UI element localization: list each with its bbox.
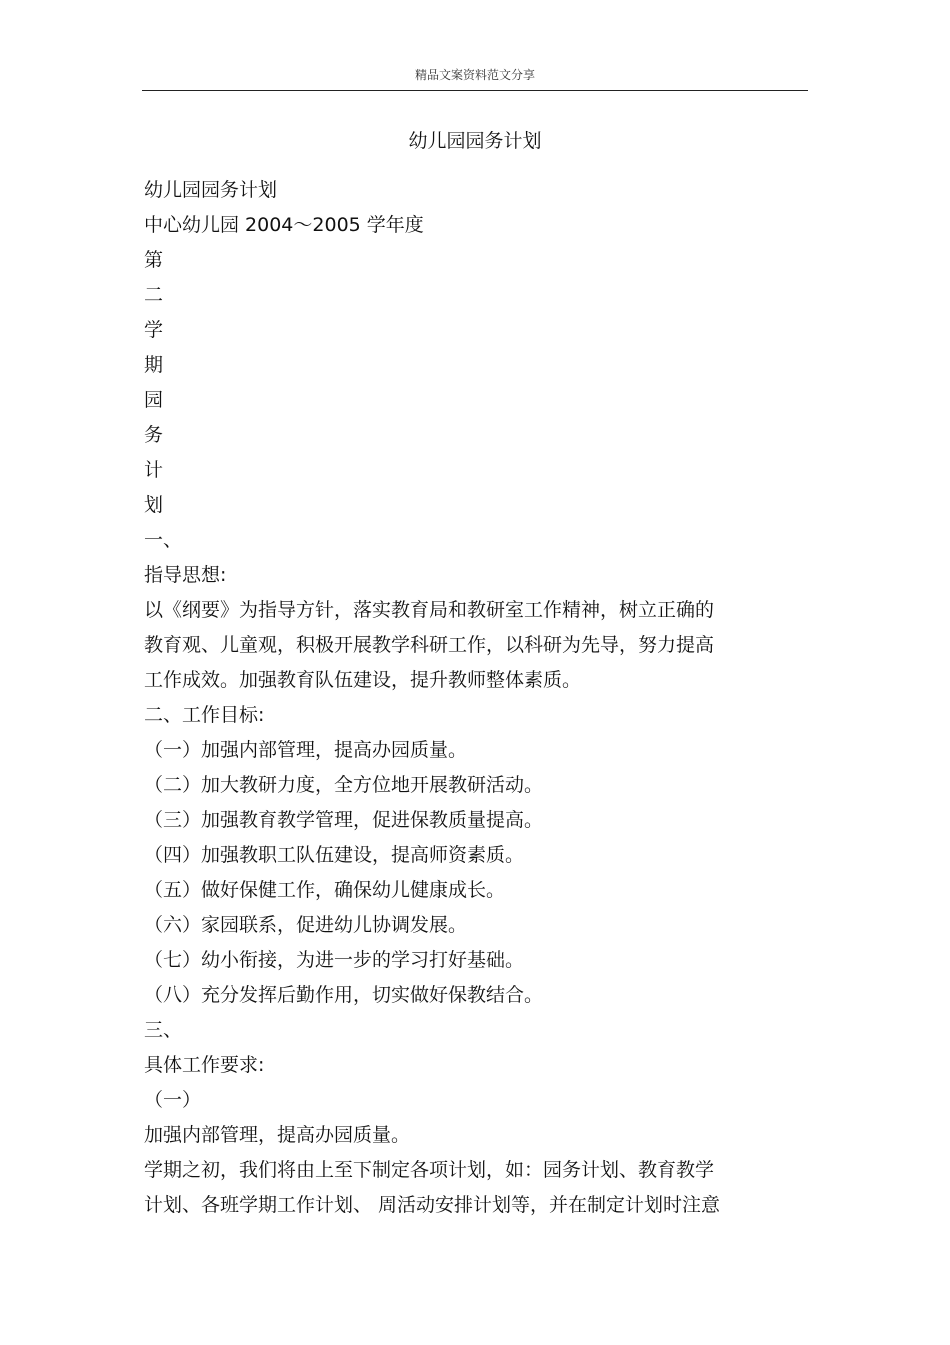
body-line: 期 <box>144 354 164 376</box>
body-line: 学 <box>144 319 164 341</box>
document-body <box>144 173 794 1223</box>
paragraph-line: 学期之初，我们将由上至下制定各项计划，如：园务计划、教育教学 <box>144 1159 715 1181</box>
goal-item: （七）幼小衔接，为进一步的学习打好基础。 <box>144 949 525 971</box>
body-line: 中心幼儿园 2004～2005 学年度 <box>144 214 424 236</box>
goal-item: （五）做好保健工作，确保幼儿健康成长。 <box>144 879 506 901</box>
body-line: 二 <box>144 284 164 306</box>
header-text: 精品文案资料范文分享 <box>414 68 535 82</box>
goal-item: （一）加强内部管理，提高办园质量。 <box>144 739 468 761</box>
paragraph-line: 工作成效。加强教育队伍建设，提升教师整体素质。 <box>144 669 582 691</box>
paragraph-line: 计划、各班学期工作计划、 周活动安排计划等，并在制定计划时注意 <box>144 1194 721 1216</box>
section-heading: 三、 <box>144 1019 183 1041</box>
section-heading: 二、工作目标: <box>144 704 265 726</box>
document-title: 幼儿园园务计划 <box>408 130 542 152</box>
body-line: 幼儿园园务计划 <box>144 179 278 201</box>
body-line: 园 <box>144 389 164 411</box>
body-line: 计 <box>144 459 164 481</box>
goal-item: （四）加强教职工队伍建设，提高师资素质。 <box>144 844 525 866</box>
goal-item: （三）加强教育教学管理，促进保教质量提高。 <box>144 809 544 831</box>
goal-item: （二）加大教研力度，全方位地开展教研活动。 <box>144 774 544 796</box>
goal-item: （六）家园联系，促进幼儿协调发展。 <box>144 914 468 936</box>
section-heading: 指导思想: <box>144 564 227 586</box>
header-divider <box>142 90 808 91</box>
subsection-heading: 加强内部管理，提高办园质量。 <box>144 1124 411 1146</box>
body-line: 务 <box>144 424 164 446</box>
subsection-number: （一） <box>144 1089 202 1111</box>
body-line: 第 <box>144 249 164 271</box>
section-heading: 具体工作要求: <box>144 1054 265 1076</box>
paragraph-line: 教育观、儿童观，积极开展教学科研工作，以科研为先导，努力提高 <box>144 634 715 656</box>
goal-item: （八）充分发挥后勤作用，切实做好保教结合。 <box>144 984 544 1006</box>
body-line: 划 <box>144 494 164 516</box>
paragraph-line: 以《纲要》为指导方针，落实教育局和教研室工作精神，树立正确的 <box>144 599 715 621</box>
section-heading: 一、 <box>144 529 183 551</box>
